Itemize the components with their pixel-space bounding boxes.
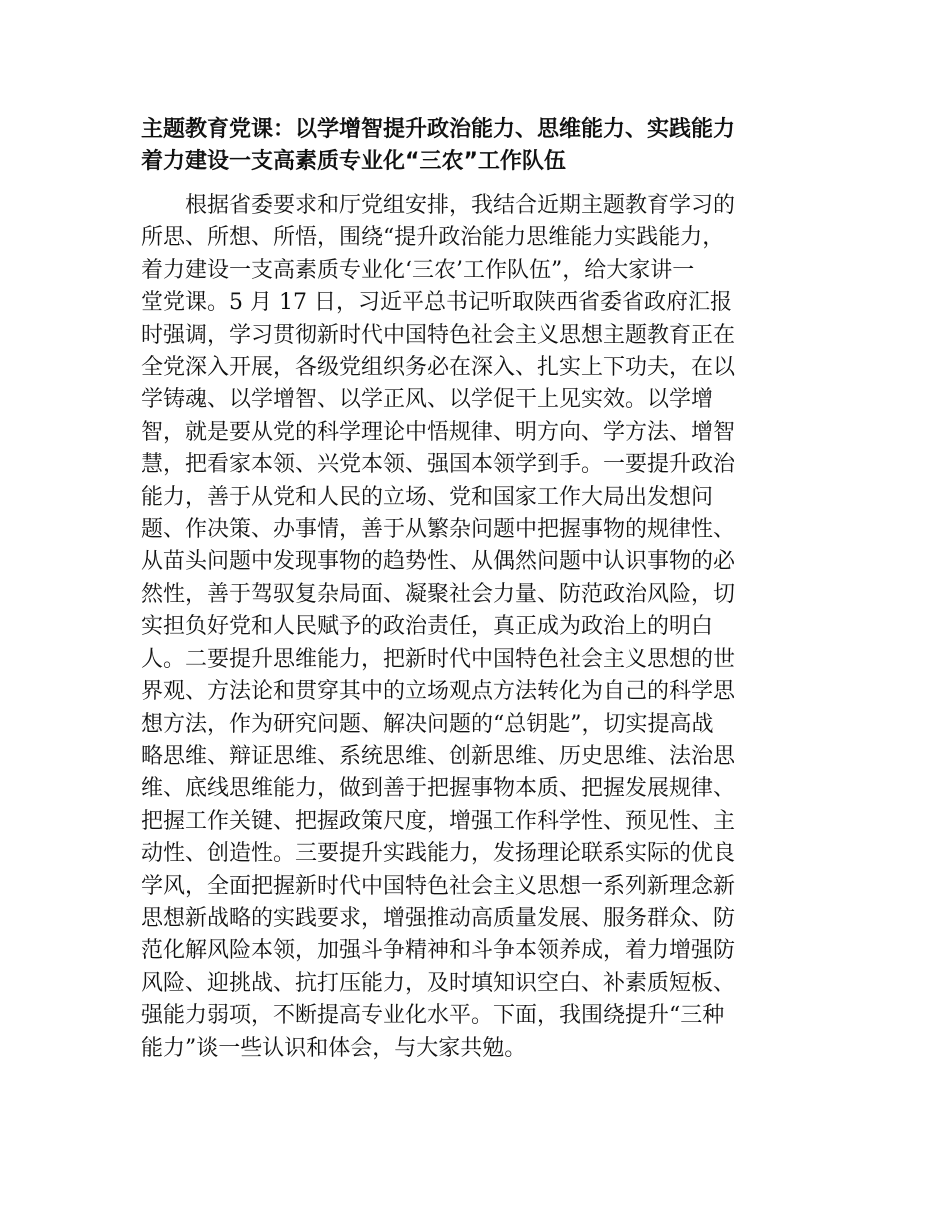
- paragraph-line: 强能力弱项，不断提高专业化水平。下面，我围绕提升“三种: [141, 1003, 725, 1029]
- paragraph-line: 范化解风险本领，加强斗争精神和斗争本领养成，着力增强防: [141, 938, 736, 964]
- title-line: 着力建设一支高素质专业化“三农”工作队伍: [141, 149, 566, 174]
- paragraph-line: 然性，善于驾驭复杂局面、凝聚社会力量、防范政治风险，切: [141, 581, 736, 607]
- paragraph-line: 全党深入开展，各级党组织务必在深入、扎实上下功夫，在以: [141, 355, 736, 381]
- title-line: 主题教育党课：以学增智提升政治能力、思维能力、实践能力: [141, 117, 736, 142]
- paragraph-line: 能力，善于从党和人民的立场、党和国家工作大局出发想问: [141, 484, 714, 510]
- paragraph-line: 动性、创造性。三要提升实践能力，发扬理论联系实际的优良: [141, 841, 736, 867]
- paragraph-line: 实担负好党和人民赋予的政治责任，真正成为政治上的明白: [141, 614, 714, 640]
- paragraph-line: 智，就是要从党的科学理论中悟规律、明方向、学方法、增智: [141, 419, 736, 445]
- paragraph-line: 时强调，学习贯彻新时代中国特色社会主义思想主题教育正在: [141, 322, 736, 348]
- document-title: [141, 114, 821, 178]
- paragraph-line: 想方法，作为研究问题、解决问题的“总钥匙”，切实提高战: [141, 711, 714, 737]
- paragraph-line: 能力”谈一些认识和体会，与大家共勉。: [141, 1035, 527, 1061]
- paragraph-line: 把握工作关键、把握政策尺度，增强工作科学性、预见性、主: [141, 808, 736, 834]
- paragraph-line: 维、底线思维能力，做到善于把握事物本质、把握发展规律、: [141, 776, 736, 802]
- paragraph-line: 略思维、辩证思维、系统思维、创新思维、历史思维、法治思: [141, 743, 736, 769]
- paragraph-line: 人。二要提升思维能力，把新时代中国特色社会主义思想的世: [141, 646, 736, 672]
- paragraph-line: 慧，把看家本领、兴党本领、强国本领学到手。一要提升政治: [141, 452, 736, 478]
- paragraph-line: 根据省委要求和厅党组安排，我结合近期主题教育学习的: [185, 193, 736, 218]
- paragraph-line: 学风，全面把握新时代中国特色社会主义思想一系列新理念新: [141, 873, 736, 899]
- paragraph-line: 堂党课。5 月 17 日，习近平总书记听取陕西省委省政府汇报: [141, 290, 732, 316]
- paragraph-line: 界观、方法论和贯穿其中的立场观点方法转化为自己的科学思: [141, 679, 736, 705]
- body-paragraph: [141, 190, 821, 1065]
- paragraph-line: 思想新战略的实践要求，增强推动高质量发展、服务群众、防: [141, 905, 736, 931]
- paragraph-line: 从苗头问题中发现事物的趋势性、从偶然问题中认识事物的必: [141, 549, 736, 575]
- paragraph-line: 所思、所想、所悟，围绕“提升政治能力思维能力实践能力，: [141, 225, 725, 251]
- paragraph-line: 学铸魂、以学增智、以学正风、以学促干上见实效。以学增: [141, 387, 714, 413]
- paragraph-line: 风险、迎挑战、抗打压能力，及时填知识空白、补素质短板、: [141, 970, 736, 996]
- paragraph-line: 题、作决策、办事情，善于从繁杂问题中把握事物的规律性、: [141, 517, 736, 543]
- paragraph-line: 着力建设一支高素质专业化‘三农’工作队伍”，给大家讲一: [141, 257, 695, 283]
